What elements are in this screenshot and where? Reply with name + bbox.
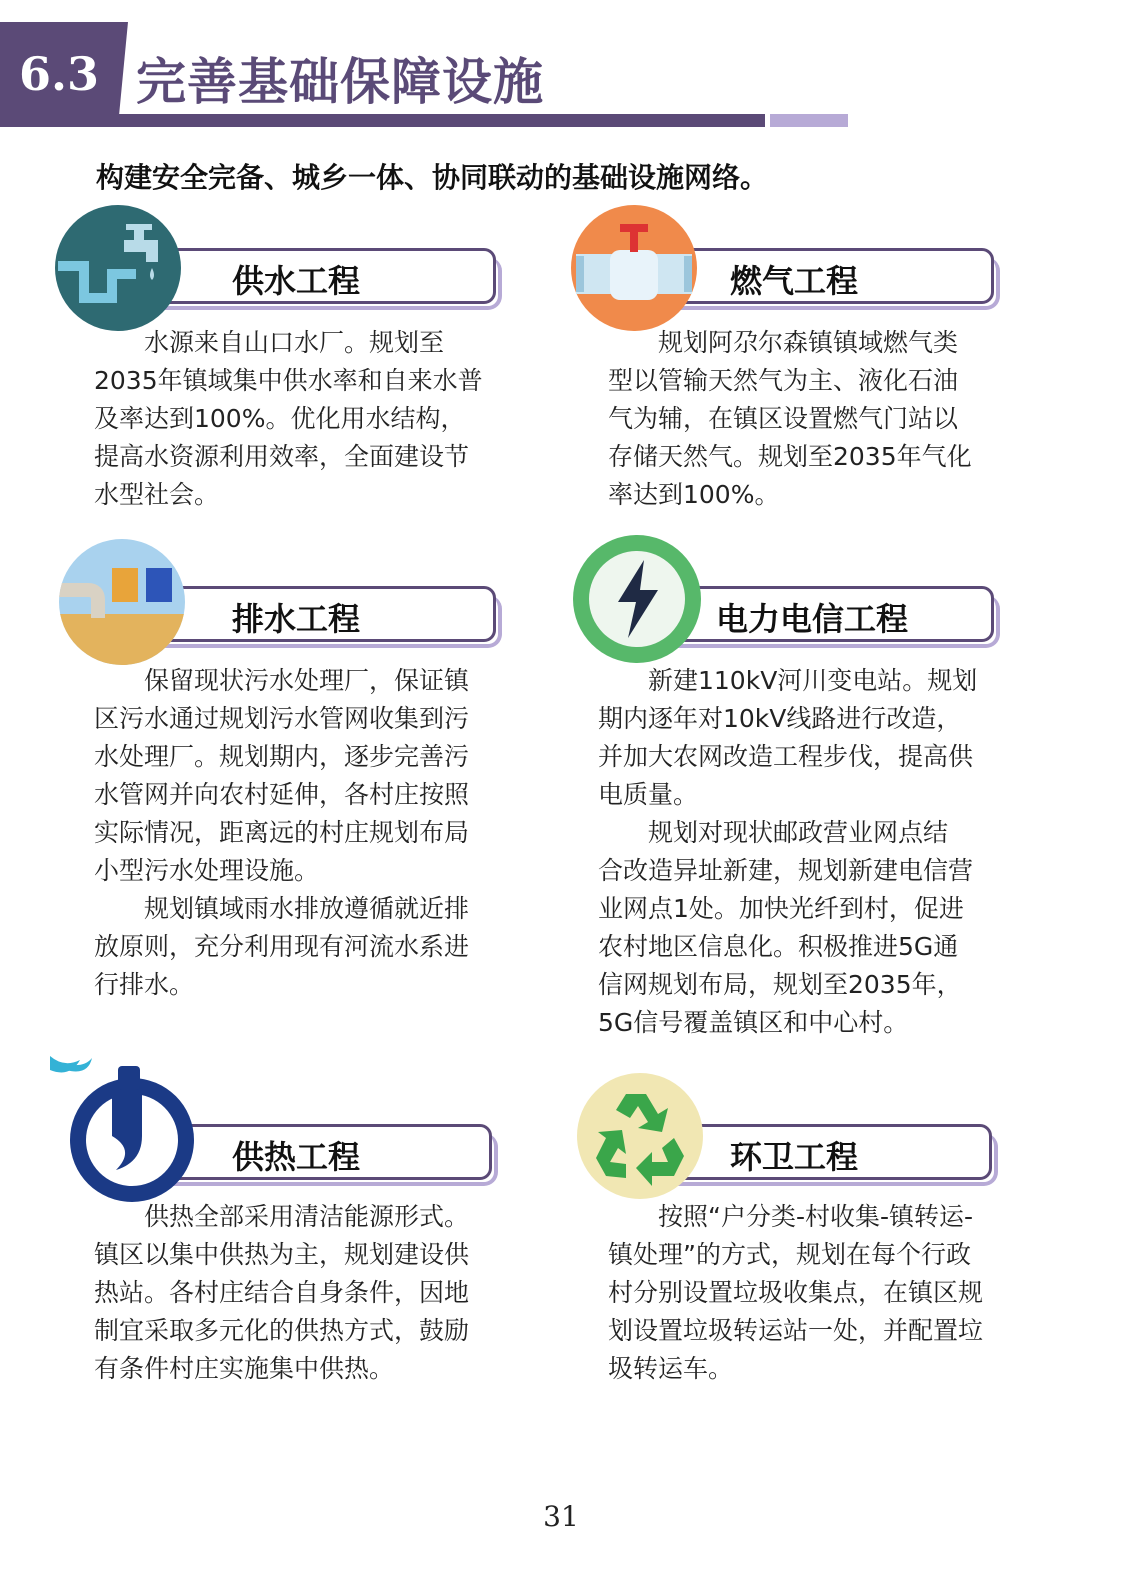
text-line: 农村地区信息化。积极推进5G通 bbox=[598, 932, 959, 961]
section-title: 燃气工程 bbox=[730, 262, 859, 300]
text-line: 实际情况，距离远的村庄规划布局 bbox=[94, 818, 470, 847]
section-title: 环卫工程 bbox=[730, 1138, 859, 1176]
text-line: 水管网并向农村延伸，各村庄按照 bbox=[94, 780, 470, 809]
section-number: 6.3 bbox=[0, 22, 118, 126]
text-line: 村分别设置垃圾收集点，在镇区规 bbox=[608, 1278, 984, 1307]
text-line: 按照“户分类-村收集-镇转运- bbox=[608, 1202, 974, 1231]
drainage-pipe-icon bbox=[58, 538, 186, 670]
text-line: 率达到100%。 bbox=[608, 480, 780, 509]
text-line: 区污水通过规划污水管网收集到污 bbox=[94, 704, 470, 733]
text-line: 存储天然气。规划至2035年气化 bbox=[608, 442, 972, 471]
text-line: 镇区以集中供热为主，规划建设供 bbox=[94, 1240, 470, 1269]
text-line: 放原则，充分利用现有河流水系进 bbox=[94, 932, 470, 961]
text-line: 有条件村庄实施集中供热。 bbox=[94, 1354, 395, 1383]
section-title: 供热工程 bbox=[232, 1138, 361, 1176]
page-title: 完善基础保障设施 bbox=[136, 53, 544, 111]
text-line: 型以管输天然气为主、液化石油 bbox=[608, 366, 959, 395]
text-line: 供热全部采用清洁能源形式。 bbox=[94, 1202, 470, 1231]
text-line: 新建110kV河川变电站。规划 bbox=[598, 666, 978, 695]
text-line: 提高水资源利用效率，全面建设节 bbox=[94, 442, 470, 471]
text-line: 规划对现状邮政营业网点结 bbox=[598, 818, 949, 847]
text-line: 镇处理”的方式，规划在每个行政 bbox=[608, 1240, 971, 1269]
gas-text bbox=[608, 324, 1018, 514]
recycle-icon bbox=[576, 1072, 704, 1204]
text-line: 保留现状污水处理厂，保证镇 bbox=[94, 666, 470, 695]
text-line: 水处理厂。规划期内，逐步完善污 bbox=[94, 742, 470, 771]
text-line: 小型污水处理设施。 bbox=[94, 856, 320, 885]
drainage-text bbox=[94, 662, 504, 1004]
text-line: 制宜采取多元化的供热方式，鼓励 bbox=[94, 1316, 470, 1345]
text-line: 及率达到100%。优化用水结构， bbox=[94, 404, 466, 433]
section-title: 电力电信工程 bbox=[716, 600, 909, 638]
text-line: 规划镇域雨水排放遵循就近排 bbox=[94, 894, 470, 923]
section-number-notch bbox=[118, 22, 128, 126]
text-line: 圾转运车。 bbox=[608, 1354, 734, 1383]
gas-pipe-valve-icon bbox=[570, 204, 698, 336]
text-line: 2035年镇域集中供水率和自来水普 bbox=[94, 366, 483, 395]
water-supply-text bbox=[94, 324, 504, 514]
text-line: 划设置垃圾转运站一处，并配置垃 bbox=[608, 1316, 984, 1345]
text-line: 信网规划布局，规划至2035年， bbox=[598, 970, 962, 999]
text-line: 规划阿尕尔森镇镇域燃气类 bbox=[608, 328, 959, 357]
page-number: 31 bbox=[543, 1500, 579, 1533]
heating-emblem-icon bbox=[48, 1048, 198, 1208]
section-title: 供水工程 bbox=[232, 262, 361, 300]
page-subtitle: 构建安全完备、城乡一体、协同联动的基础设施网络。 bbox=[96, 161, 769, 194]
sanitation-text bbox=[608, 1198, 1018, 1388]
text-line: 水源来自山口水厂。规划至 bbox=[94, 328, 445, 357]
text-line: 水型社会。 bbox=[94, 480, 220, 509]
text-line: 电质量。 bbox=[598, 780, 699, 809]
text-line: 期内逐年对10kV线路进行改造， bbox=[598, 704, 962, 733]
header-underline bbox=[0, 114, 765, 127]
lightning-bolt-icon bbox=[572, 534, 702, 668]
text-line: 5G信号覆盖镇区和中心村。 bbox=[598, 1008, 909, 1037]
text-line: 业网点1处。加快光纤到村，促进 bbox=[598, 894, 964, 923]
heating-text bbox=[94, 1198, 504, 1388]
faucet-icon bbox=[54, 204, 182, 336]
text-line: 并加大农网改造工程步伐，提高供 bbox=[598, 742, 974, 771]
text-line: 合改造异址新建，规划新建电信营 bbox=[598, 856, 974, 885]
header-underline-accent bbox=[770, 114, 848, 127]
text-line: 气为辅，在镇区设置燃气门站以 bbox=[608, 404, 959, 433]
text-line: 行排水。 bbox=[94, 970, 195, 999]
power-telecom-text bbox=[598, 662, 1018, 1042]
section-title: 排水工程 bbox=[232, 600, 361, 638]
text-line: 热站。各村庄结合自身条件，因地 bbox=[94, 1278, 470, 1307]
